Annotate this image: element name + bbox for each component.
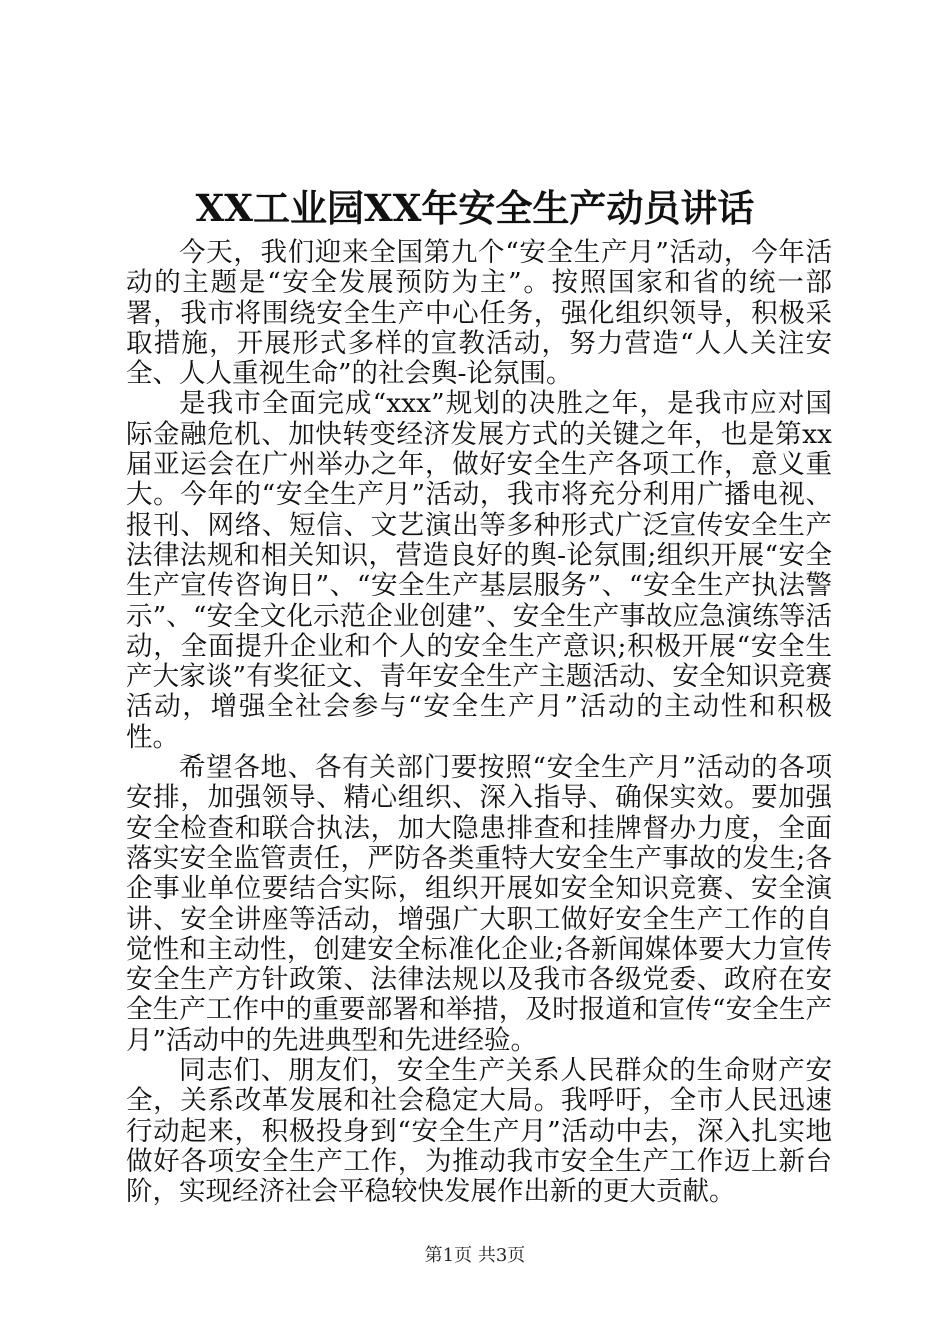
document-body <box>126 238 832 1208</box>
paragraph-1: 今天，我们迎来全国第九个“安全生产月”活动，今年活动的主题是“安全发展预防为主”。按照国家和省的统一部署，我市将围绕安全生产中心任务，强化组织领导，积极采取措施，开展形式多样的宣教活动，努力营造“人人关注安全、人人重视生命”的社会舆-论氛围。 <box>126 237 832 390</box>
paragraph-3: 希望各地、各有关部门要按照“安全生产月”活动的各项安排，加强领导、精心组织、深入指导、确保实效。要加强安全检查和联合执法，加大隐患排查和挂牌督办力度，全面落实安全监管责任，严防各类重特大安全生产事故的发生;各企事业单位要结合实际，组织开展如安全知识竞赛、安全演讲、安全讲座等活动，增强广大职工做好安全生产工作的自觉性和主动性，创建安全标准化企业;各新闻媒体要大力宣传安全生产方针政策、法律法规以及我市各级党委、政府在安全生产工作中的重要部署和举措，及时报道和宣传“安全生产月”活动中的先进典型和先进经验。 <box>126 752 832 1056</box>
paragraph-4: 同志们、朋友们，安全生产关系人民群众的生命财产安全，关系改革发展和社会稳定大局。我呼吁，全市人民迅速行动起来，积极投身到“安全生产月”活动中去，深入扎实地做好各项安全生产工作，为推动我市安全生产工作迈上新台阶，实现经济社会平稳较快发展作出新的更大贡献。 <box>126 1055 832 1208</box>
paragraph-2: 是我市全面完成“xxx”规划的决胜之年，是我市应对国际金融危机、加快转变经济发展方式的关键之年，也是第xx届亚运会在广州举办之年，做好安全生产各项工作，意义重大。今年的“安全生产月”活动，我市将充分利用广播电视、报刊、网络、短信、文艺演出等多种形式广泛宣传安全生产法律法规和相关知识，营造良好的舆-论氛围;组织开展“安全生产宣传咨询日”、“安全生产基层服务”、“安全生产执法警示”、“安全文化示范企业创建”、安全生产事故应急演练等活动，全面提升企业和个人的安全生产意识;积极开展“安全生产大家谈”有奖征文、青年安全生产主题活动、安全知识竞赛活动，增强全社会参与“安全生产月”活动的主动性和积极性。 <box>126 388 832 753</box>
document-title: XX工业园XX年安全生产动员讲话 <box>195 186 755 230</box>
page-number-footer: 第1页 共3页 <box>424 1245 526 1266</box>
